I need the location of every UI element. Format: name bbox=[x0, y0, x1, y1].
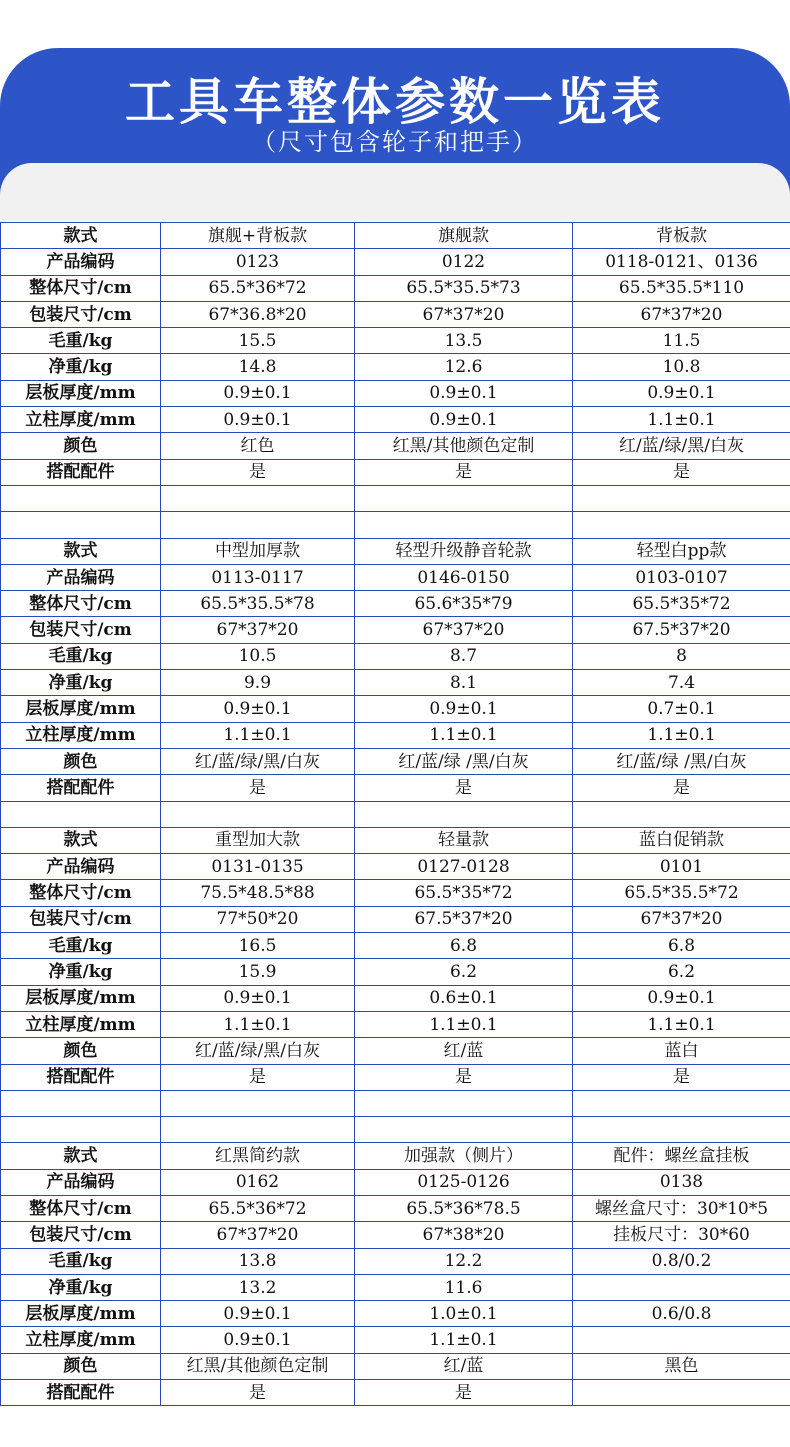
row-label: 颜色 bbox=[1, 748, 161, 774]
empty-cell bbox=[573, 1117, 790, 1143]
spec-cell: 0118-0121、0136 bbox=[573, 249, 790, 275]
spec-cell: 65.5*35*72 bbox=[355, 880, 573, 906]
spec-cell: 67*36.8*20 bbox=[161, 301, 355, 327]
row-label: 立柱厚度/mm bbox=[1, 1011, 161, 1037]
spacer-row bbox=[1, 1117, 790, 1143]
row-label: 立柱厚度/mm bbox=[1, 407, 161, 433]
table-row bbox=[1, 591, 790, 617]
empty-cell bbox=[573, 1090, 790, 1116]
row-label: 层板厚度/mm bbox=[1, 380, 161, 406]
row-label: 颜色 bbox=[1, 433, 161, 459]
spec-cell: 65.5*36*72 bbox=[161, 1195, 355, 1221]
table-row bbox=[1, 1038, 790, 1064]
table-row bbox=[1, 1301, 790, 1327]
spec-cell: 12.2 bbox=[355, 1248, 573, 1274]
table-row bbox=[1, 1327, 790, 1353]
spec-cell: 12.6 bbox=[355, 354, 573, 380]
spec-cell: 11.6 bbox=[355, 1274, 573, 1300]
spec-cell: 65.5*36*78.5 bbox=[355, 1195, 573, 1221]
spec-cell: 0125-0126 bbox=[355, 1169, 573, 1195]
spacer-row bbox=[1, 801, 790, 827]
spec-cell: 蓝白促销款 bbox=[573, 827, 790, 853]
spec-cell: 13.8 bbox=[161, 1248, 355, 1274]
row-label: 产品编码 bbox=[1, 1169, 161, 1195]
row-label: 毛重/kg bbox=[1, 1248, 161, 1274]
table-row bbox=[1, 407, 790, 433]
table-row bbox=[1, 380, 790, 406]
row-label: 产品编码 bbox=[1, 564, 161, 590]
spec-cell: 6.2 bbox=[355, 959, 573, 985]
spec-cell: 黑色 bbox=[573, 1353, 790, 1379]
empty-cell bbox=[1, 1117, 161, 1143]
row-label: 款式 bbox=[1, 827, 161, 853]
empty-cell bbox=[1, 512, 161, 538]
spec-cell: 75.5*48.5*88 bbox=[161, 880, 355, 906]
spec-cell: 0123 bbox=[161, 249, 355, 275]
table-row bbox=[1, 301, 790, 327]
spec-cell: 67*38*20 bbox=[355, 1222, 573, 1248]
empty-cell bbox=[161, 1117, 355, 1143]
spec-cell: 0113-0117 bbox=[161, 564, 355, 590]
row-label: 产品编码 bbox=[1, 854, 161, 880]
spec-cell: 67*37*20 bbox=[355, 617, 573, 643]
spec-cell: 1.1±0.1 bbox=[573, 407, 790, 433]
page-subtitle: （尺寸包含轮子和把手） bbox=[252, 128, 538, 156]
spec-cell: 1.1±0.1 bbox=[161, 722, 355, 748]
spec-cell: 8 bbox=[573, 643, 790, 669]
row-label: 净重/kg bbox=[1, 354, 161, 380]
spec-cell: 是 bbox=[355, 1380, 573, 1406]
empty-cell bbox=[355, 485, 573, 511]
spec-cell: 红/蓝 bbox=[355, 1353, 573, 1379]
empty-cell bbox=[161, 512, 355, 538]
table-row bbox=[1, 1274, 790, 1300]
spec-cell: 15.5 bbox=[161, 328, 355, 354]
spec-cell: 是 bbox=[573, 459, 790, 485]
spec-cell: 65.6*35*79 bbox=[355, 591, 573, 617]
spec-cell: 加强款（侧片） bbox=[355, 1143, 573, 1169]
spec-cell: 14.8 bbox=[161, 354, 355, 380]
table-row bbox=[1, 223, 790, 249]
row-label: 层板厚度/mm bbox=[1, 696, 161, 722]
spec-cell: 0.6/0.8 bbox=[573, 1301, 790, 1327]
spec-cell: 1.0±0.1 bbox=[355, 1301, 573, 1327]
table-row bbox=[1, 1353, 790, 1379]
empty-cell bbox=[355, 1090, 573, 1116]
spec-cell: 1.1±0.1 bbox=[355, 1327, 573, 1353]
spec-cell: 67*37*20 bbox=[573, 301, 790, 327]
row-label: 毛重/kg bbox=[1, 933, 161, 959]
spec-cell: 0138 bbox=[573, 1169, 790, 1195]
row-label: 层板厚度/mm bbox=[1, 1301, 161, 1327]
row-label: 款式 bbox=[1, 538, 161, 564]
row-label: 整体尺寸/cm bbox=[1, 880, 161, 906]
spec-cell: 0.9±0.1 bbox=[573, 985, 790, 1011]
spec-cell: 65.5*35.5*110 bbox=[573, 275, 790, 301]
table-row bbox=[1, 670, 790, 696]
spec-cell: 红/蓝/绿/黑/白灰 bbox=[573, 433, 790, 459]
empty-cell bbox=[161, 485, 355, 511]
row-label: 立柱厚度/mm bbox=[1, 722, 161, 748]
spec-cell: 65.5*35*72 bbox=[573, 591, 790, 617]
empty-cell bbox=[355, 801, 573, 827]
table-row bbox=[1, 854, 790, 880]
spec-cell: 背板款 bbox=[573, 223, 790, 249]
empty-cell bbox=[1, 801, 161, 827]
spec-cell: 旗舰+背板款 bbox=[161, 223, 355, 249]
row-label: 净重/kg bbox=[1, 670, 161, 696]
spec-cell: 11.5 bbox=[573, 328, 790, 354]
table-row bbox=[1, 959, 790, 985]
spec-cell: 红/蓝/绿 /黑/白灰 bbox=[355, 748, 573, 774]
spec-cell: 65.5*35.5*78 bbox=[161, 591, 355, 617]
header-inner-panel bbox=[0, 163, 790, 221]
table-row bbox=[1, 564, 790, 590]
spec-cell: 6.8 bbox=[573, 933, 790, 959]
table-row bbox=[1, 985, 790, 1011]
spec-cell: 67*37*20 bbox=[573, 906, 790, 932]
table-row bbox=[1, 1143, 790, 1169]
spec-cell: 16.5 bbox=[161, 933, 355, 959]
spec-cell: 0131-0135 bbox=[161, 854, 355, 880]
spec-cell: 0.9±0.1 bbox=[573, 380, 790, 406]
spec-cell: 0122 bbox=[355, 249, 573, 275]
spec-cell: 7.4 bbox=[573, 670, 790, 696]
spec-cell: 13.2 bbox=[161, 1274, 355, 1300]
empty-cell bbox=[1, 1090, 161, 1116]
spec-cell: 65.5*35.5*73 bbox=[355, 275, 573, 301]
spec-cell: 重型加大款 bbox=[161, 827, 355, 853]
table-row bbox=[1, 696, 790, 722]
row-label: 搭配配件 bbox=[1, 1064, 161, 1090]
spec-cell: 蓝白 bbox=[573, 1038, 790, 1064]
spec-cell: 0.9±0.1 bbox=[355, 696, 573, 722]
empty-cell bbox=[355, 1117, 573, 1143]
spec-cell: 0.9±0.1 bbox=[161, 696, 355, 722]
spec-cell: 0127-0128 bbox=[355, 854, 573, 880]
empty-cell bbox=[161, 801, 355, 827]
table-row bbox=[1, 1064, 790, 1090]
spec-cell: 轻量款 bbox=[355, 827, 573, 853]
spec-cell: 红黑/其他颜色定制 bbox=[161, 1353, 355, 1379]
spec-cell: 红/蓝/绿 /黑/白灰 bbox=[573, 748, 790, 774]
spec-cell: 67*37*20 bbox=[161, 617, 355, 643]
empty-cell bbox=[161, 1090, 355, 1116]
row-label: 包装尺寸/cm bbox=[1, 617, 161, 643]
spec-cell: 中型加厚款 bbox=[161, 538, 355, 564]
spec-cell: 1.1±0.1 bbox=[355, 1011, 573, 1037]
row-label: 包装尺寸/cm bbox=[1, 301, 161, 327]
row-label: 产品编码 bbox=[1, 249, 161, 275]
table-row bbox=[1, 1380, 790, 1406]
spec-cell: 0103-0107 bbox=[573, 564, 790, 590]
table-row bbox=[1, 1195, 790, 1221]
empty-cell bbox=[355, 512, 573, 538]
row-label: 立柱厚度/mm bbox=[1, 1327, 161, 1353]
table-row bbox=[1, 275, 790, 301]
spec-cell bbox=[573, 1327, 790, 1353]
spec-cell: 10.8 bbox=[573, 354, 790, 380]
spec-cell: 13.5 bbox=[355, 328, 573, 354]
spec-cell: 配件：螺丝盒挂板 bbox=[573, 1143, 790, 1169]
spec-cell: 红色 bbox=[161, 433, 355, 459]
spec-cell: 是 bbox=[355, 775, 573, 801]
spec-cell: 0162 bbox=[161, 1169, 355, 1195]
spec-cell: 1.1±0.1 bbox=[355, 722, 573, 748]
empty-cell bbox=[1, 485, 161, 511]
spec-table bbox=[0, 222, 790, 1406]
spec-cell: 67.5*37*20 bbox=[573, 617, 790, 643]
empty-cell bbox=[573, 485, 790, 511]
row-label: 毛重/kg bbox=[1, 643, 161, 669]
spec-cell: 0101 bbox=[573, 854, 790, 880]
row-label: 款式 bbox=[1, 223, 161, 249]
spec-cell: 67*37*20 bbox=[355, 301, 573, 327]
spec-cell: 1.1±0.1 bbox=[161, 1011, 355, 1037]
spec-cell: 0.9±0.1 bbox=[161, 407, 355, 433]
row-label: 净重/kg bbox=[1, 1274, 161, 1300]
table-row bbox=[1, 249, 790, 275]
spec-cell: 67.5*37*20 bbox=[355, 906, 573, 932]
spacer-row bbox=[1, 512, 790, 538]
spec-cell: 6.8 bbox=[355, 933, 573, 959]
row-label: 搭配配件 bbox=[1, 459, 161, 485]
row-label: 层板厚度/mm bbox=[1, 985, 161, 1011]
spec-cell: 0.9±0.1 bbox=[161, 1301, 355, 1327]
spec-cell: 是 bbox=[161, 1380, 355, 1406]
table-row bbox=[1, 459, 790, 485]
spec-cell: 77*50*20 bbox=[161, 906, 355, 932]
spec-cell: 1.1±0.1 bbox=[573, 1011, 790, 1037]
row-label: 包装尺寸/cm bbox=[1, 906, 161, 932]
spec-cell: 是 bbox=[573, 1064, 790, 1090]
spec-cell bbox=[573, 1380, 790, 1406]
row-label: 搭配配件 bbox=[1, 775, 161, 801]
spacer-row bbox=[1, 1090, 790, 1116]
row-label: 毛重/kg bbox=[1, 328, 161, 354]
spec-cell: 10.5 bbox=[161, 643, 355, 669]
table-row bbox=[1, 433, 790, 459]
spec-cell: 9.9 bbox=[161, 670, 355, 696]
table-row bbox=[1, 354, 790, 380]
table-row bbox=[1, 328, 790, 354]
spec-cell: 0.9±0.1 bbox=[355, 380, 573, 406]
spec-cell: 红黑/其他颜色定制 bbox=[355, 433, 573, 459]
spec-cell: 是 bbox=[161, 459, 355, 485]
table-row bbox=[1, 1011, 790, 1037]
row-label: 款式 bbox=[1, 1143, 161, 1169]
row-label: 整体尺寸/cm bbox=[1, 591, 161, 617]
table-row bbox=[1, 880, 790, 906]
spec-cell: 挂板尺寸：30*60 bbox=[573, 1222, 790, 1248]
spec-cell: 红黑简约款 bbox=[161, 1143, 355, 1169]
spec-cell: 轻型升级静音轮款 bbox=[355, 538, 573, 564]
spec-cell: 红/蓝/绿/黑/白灰 bbox=[161, 748, 355, 774]
spec-cell: 6.2 bbox=[573, 959, 790, 985]
spec-cell: 0.9±0.1 bbox=[161, 380, 355, 406]
spec-cell: 轻型白pp款 bbox=[573, 538, 790, 564]
spec-cell: 0.9±0.1 bbox=[161, 1327, 355, 1353]
table-row bbox=[1, 775, 790, 801]
spec-cell: 螺丝盒尺寸：30*10*5 bbox=[573, 1195, 790, 1221]
spec-cell: 是 bbox=[161, 775, 355, 801]
spec-cell: 红/蓝 bbox=[355, 1038, 573, 1064]
spec-cell bbox=[573, 1274, 790, 1300]
table-row bbox=[1, 1169, 790, 1195]
row-label: 颜色 bbox=[1, 1353, 161, 1379]
table-row bbox=[1, 722, 790, 748]
row-label: 净重/kg bbox=[1, 959, 161, 985]
spec-cell: 67*37*20 bbox=[161, 1222, 355, 1248]
table-row bbox=[1, 933, 790, 959]
spec-cell: 0.8/0.2 bbox=[573, 1248, 790, 1274]
table-row bbox=[1, 538, 790, 564]
spacer-row bbox=[1, 485, 790, 511]
spec-cell: 0146-0150 bbox=[355, 564, 573, 590]
page-title: 工具车整体参数一览表 bbox=[125, 73, 665, 131]
row-label: 整体尺寸/cm bbox=[1, 1195, 161, 1221]
row-label: 包装尺寸/cm bbox=[1, 1222, 161, 1248]
empty-cell bbox=[573, 801, 790, 827]
spec-cell: 是 bbox=[355, 1064, 573, 1090]
spec-cell: 1.1±0.1 bbox=[573, 722, 790, 748]
spec-cell: 8.7 bbox=[355, 643, 573, 669]
spec-cell: 65.5*35.5*72 bbox=[573, 880, 790, 906]
table-row bbox=[1, 1248, 790, 1274]
spec-cell: 是 bbox=[355, 459, 573, 485]
row-label: 整体尺寸/cm bbox=[1, 275, 161, 301]
table-row bbox=[1, 827, 790, 853]
spec-cell: 0.6±0.1 bbox=[355, 985, 573, 1011]
spec-cell: 是 bbox=[161, 1064, 355, 1090]
table-row bbox=[1, 643, 790, 669]
spec-cell: 65.5*36*72 bbox=[161, 275, 355, 301]
empty-cell bbox=[573, 512, 790, 538]
table-row bbox=[1, 617, 790, 643]
spec-cell: 0.7±0.1 bbox=[573, 696, 790, 722]
row-label: 颜色 bbox=[1, 1038, 161, 1064]
spec-cell: 红/蓝/绿/黑/白灰 bbox=[161, 1038, 355, 1064]
spec-cell: 0.9±0.1 bbox=[355, 407, 573, 433]
spec-cell: 旗舰款 bbox=[355, 223, 573, 249]
spec-cell: 8.1 bbox=[355, 670, 573, 696]
spec-cell: 0.9±0.1 bbox=[161, 985, 355, 1011]
spec-cell: 是 bbox=[573, 775, 790, 801]
spec-cell: 15.9 bbox=[161, 959, 355, 985]
table-row bbox=[1, 906, 790, 932]
table-row bbox=[1, 1222, 790, 1248]
row-label: 搭配配件 bbox=[1, 1380, 161, 1406]
table-row bbox=[1, 748, 790, 774]
